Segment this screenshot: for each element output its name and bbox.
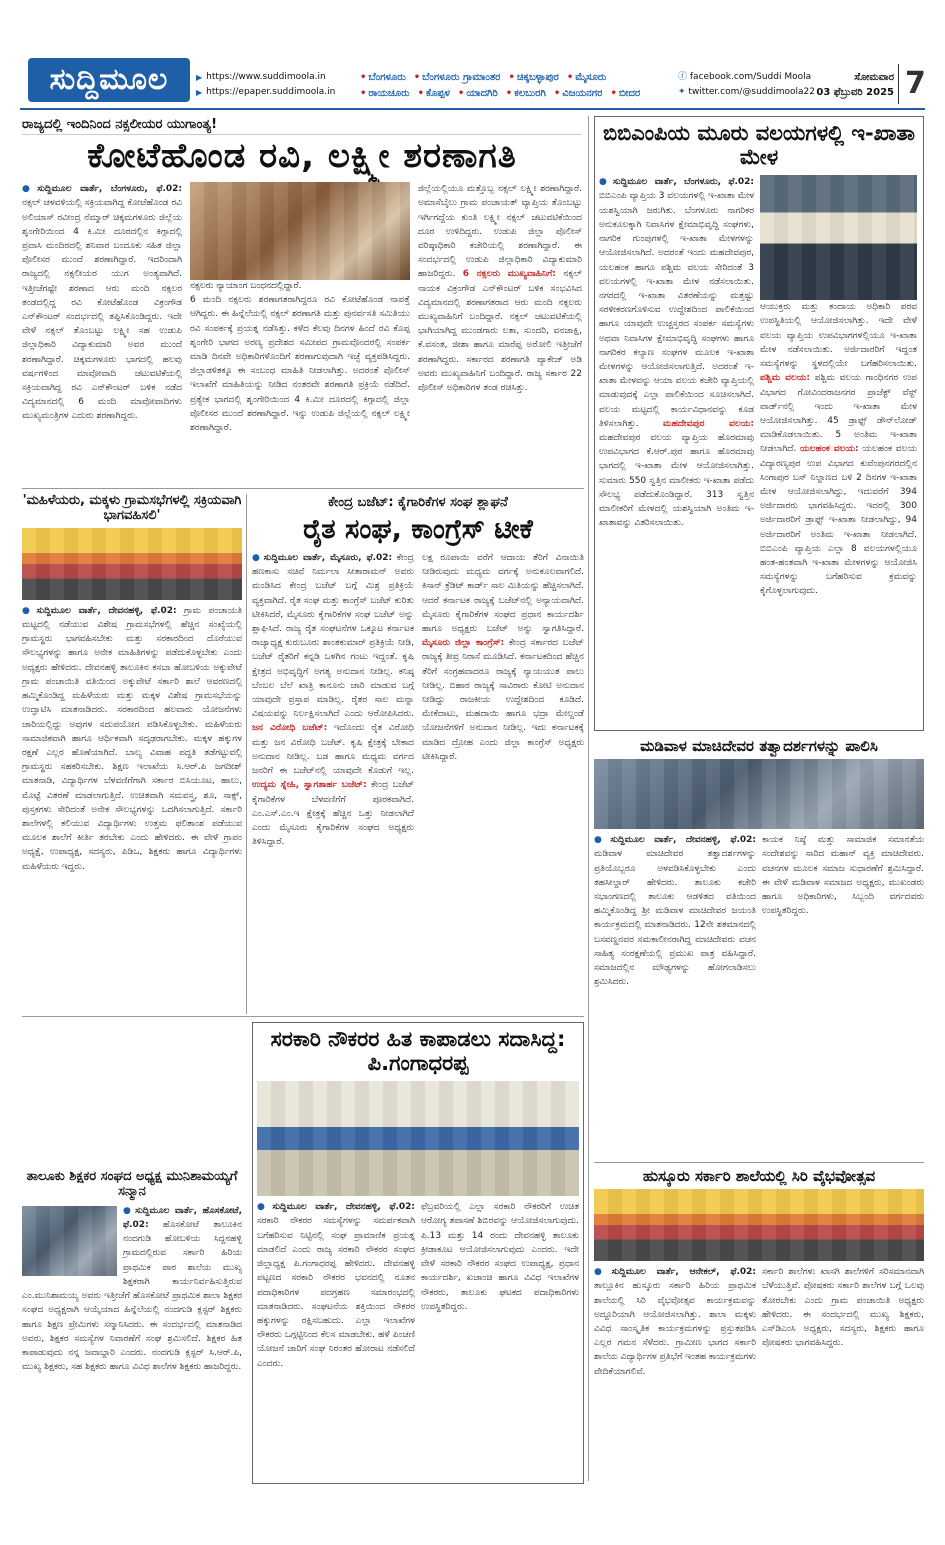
lead-kicker: ರಾಜ್ಯದಲ್ಲಿ ಇಂದಿನಿಂದ ನಕ್ಸಲೀಯರ ಯುಗಾಂತ್ಯ!: [22, 116, 582, 135]
gramasabha-story: [22, 494, 242, 1014]
budget-headline: ರೈತ ಸಂಘ, ಕಾಂಗ್ರೆಸ್ ಟೀಕೆ: [303, 514, 533, 545]
site-links: [196, 70, 335, 100]
teachers-photo: [22, 1206, 117, 1276]
column-divider: [246, 494, 247, 1014]
hoskur-headline: ಹುಸ್ಕೂರು ಸರ್ಕಾರಿ ಶಾಲೆಯಲ್ಲಿ ಸಿರಿ ವೈಭವೋತ್ಸವ: [642, 1168, 876, 1185]
city-editions: [360, 70, 665, 102]
lead-caption: ನಕ್ಸಲರು ನ್ಯಾಯಾಂಗ ಬಂಧನದಲ್ಲಿದ್ದಾರೆ.: [190, 281, 302, 292]
lead-photo: [190, 182, 410, 280]
issue-date-text: 03 ಫೆಬ್ರುವರಿ 2025: [816, 87, 894, 98]
issue-date: [812, 70, 894, 100]
city-edition-link[interactable]: • ಬೆಂಗಳೂರು ಗ್ರಾಮಾಂತರ: [414, 70, 501, 86]
masthead-rule: [20, 108, 925, 110]
madivala-photo: [594, 759, 924, 829]
column-divider: [588, 116, 589, 1481]
masthead: [0, 0, 945, 112]
teachers-story: [22, 1170, 242, 1484]
city-edition-link[interactable]: • ಕಲಬುರಗಿ: [506, 86, 546, 102]
lead-col2: 6 ಮಂದಿ ನಕ್ಸಲರು ಶರಣಾಗತರಾಗಿದ್ದರೂ ರವಿ ಕೋಟೆಹೊಂಡ ನಾಪತ್ತೆ ಆಗಿದ್ದರು. ಈ ಹಿನ್ನೆಲೆಯಲ್ಲಿ ನಕ್ಸಲ್ ಶರಣಾಗತಿ ಮತ್ತು ಪುನರ್ವಸತಿ ಸಮಿತಿಯು ರವಿ ಸಂಪರ್ಕಕ್ಕೆ ಪ್ರಯತ್ನ ನಡೆಸಿತ್ತು. ಕಳೆದ ಕೆಲವು ದಿನಗಳ ಹಿಂದೆ ರವಿ ಕೊಪ್ಪ ಶೃಂಗೇರಿ ಭಾಗದ ಅರಣ್ಯ ಪ್ರದೇಶದ ಸಮೀಪದ ಗ್ರಾಮವೊಂದರಲ್ಲಿ ಸಂಪರ್ಕ ಮಾಡಿ ದಿನವೇ ಅಧಿಕಾರಿಗಳೊಂದಿಗೆ ಶರಣಾಗುವುದಾಗಿ ಇಚ್ಛೆ ವ್ಯಕ್ತಪಡಿಸಿದ್ದರು. ಜಿಲ್ಲಾಡಳಿತಕ್ಕೂ ಈ ಸಂಬಂಧ ಮಾಹಿತಿ ನೀಡಲಾಗಿತ್ತು. ಅದರಂತೆ ಪೊಲೀಸ್ ಇಲಾಖೆಗೆ ಮಾಹಿತಿಯನ್ನು ನೀಡಿದ ನಂತರವೇ ಶರಣಾಗತಿ ಪ್ರಕ್ರಿಯೆ ನಡೆದಿದೆ. ಪ್ರತ್ಯೇಕ ಭಾಗದಲ್ಲಿ ಶೃಂಗೇರಿಯಿಂದ 4 ಕಿ.ಮೀ ದೂರದಲ್ಲಿ ಕಿಗ್ಗಾದಲ್ಲಿ ಜಿಲ್ಲಾ ಪೊಲೀಸರ ಮುಂದೆ ಶರಣಾಗಿದ್ದಾರೆ. ಇನ್ನು ಉಡುಪಿ ಜಿಲ್ಲೆಯಲ್ಲಿ ನಕ್ಸಲ್ ಲಕ್ಷ್ಮೀ ಶರಣಾಗಿದ್ದಾರೆ.: [190, 295, 410, 433]
lead-col3: ಜಿಲ್ಲೆಯಲ್ಲಿಯೂ ಮತ್ತೊಬ್ಬ ನಕ್ಸಲ್ ಲಕ್ಷ್ಮೀ ಶರಣಾಗಿದ್ದಾರೆ. ಅಮಾಸೆಬೈಲು ಗ್ರಾಮ ಪಂಚಾಯತ್ ವ್ಯಾಪ್ತಿಯ ತೊಂಬಟ್ಟು ಇರ್ಗಿಗದ್ದೆಯ ಕುಂತಿ ಲಕ್ಷ್ಮೀ ನಕ್ಸಲ್ ಚಟುವಟಿಕೆಯಿಂದ ದೂರ ಉಳಿದಿದ್ದರು. ಉಡುಪಿ ಜಿಲ್ಲಾ ಪೊಲೀಸ್ ವರಿಷ್ಠಾಧಿಕಾರಿ ಕಚೇರಿಯಲ್ಲಿ ಶರಣಾಗಿದ್ದಾರೆ. ಈ ಸಂದರ್ಭದಲ್ಲಿ ಉಡುಪಿ ಜಿಲ್ಲಾಧಿಕಾರಿ ವಿದ್ಯಾಕುಮಾರಿ ಹಾಜರಿದ್ದರು. 6 ನಕ್ಸಲರು ಮುಖ್ಯವಾಹಿನಿಗೆ: ನಕ್ಸಲ್ ನಾಯಕ ವಿಕ್ರಂಗೌಡ ಎನ್‌ಕೌಂಟರ್ ಬಳಿಕ ಸಂಭವಿಸಿದ ವಿದ್ಯಮಾನದಲ್ಲಿ ಶರಣಾಗತರಾದ ಆರು ಮಂದಿ ನಕ್ಸಲರು ಮುಖ್ಯವಾಹಿನಿಗೆ ಬಂದಿದ್ದಾರೆ. ನಕ್ಸಲ್ ಚಟುವಟಿಕೆಯಲ್ಲಿ ಭಾಗಿಯಾಗಿದ್ದ ಮುಂಡಗಾರು ಲತಾ, ಸುಂದರಿ, ವನಜಾಕ್ಷಿ, ಕೆ.ವಸಂತ, ಜೀಶಾ ಹಾಗೂ ಮಾರೆಪ್ಪ ಅರೋಲಿ ಇತ್ತೀಚೆಗೆ ಶರಣಾಗಿದ್ದರು. ಸರ್ಕಾರದ ಶರಣಾಗತಿ ಪ್ಯಾಕೇಜ್ ಅಡಿ ಅವರು ಮುಖ್ಯವಾಹಿನಿಗೆ ಬಂದಿದ್ದಾರೆ. ರಾಜ್ಯ ಸರ್ಕಾರ 22 ಪೊಲೀಸ್ ಅಧಿಕಾರಿಗಳ ತಂಡ ರಚಿಸಿತ್ತು.: [418, 184, 582, 393]
twitter-link[interactable]: twitter.com/@suddimoola22: [688, 87, 815, 97]
newspaper-logo: ಸುದ್ದಿಮೂಲ: [28, 58, 190, 102]
bbmp-col1: ● ಸುದ್ದಿಮೂಲ ವಾರ್ತೆ, ಬೆಂಗಳೂರು, ಫೆ.02: ಬಿಬಿಎಂಪಿ ವ್ಯಾಪ್ತಿಯ 3 ವಲಯಗಳಲ್ಲಿ ಇ-ಖಾತಾ ಮೇಳ ಯಶಸ್ವಿಯಾಗಿ ಜರುಗಿತು. ಬೆಂಗಳೂರು ನಾಗರಿಕರ ಅನುಕೂಲಕ್ಕಾಗಿ ನಿವಾಸಿಗಳ ಕ್ಷೇಮಾಭಿವೃದ್ಧಿ ಸಂಘಗಳು, ನಾಗರಿಕ ಗುಂಪುಗಳಲ್ಲಿ ಇ-ಖಾತಾ ಮೇಳಗಳನ್ನು ಆಯೋಜಿಸಲಾಗಿದೆ. ಅದರಂತೆ ಇಂದು ಮಹದೇವಪುರ, ಯಲಹಂಕ ಹಾಗೂ ಪಶ್ಚಿಮ ವಲಯ ಸೇರಿದಂತೆ 3 ವಲಯಗಳಲ್ಲಿ ಇ-ಖಾತಾ ಮೇಳ ನಡೆಸಲಾಯಿತು. ನಗರದಲ್ಲಿ ಇ-ಖಾತಾ ವಿತರಣೆಯನ್ನು ಮತ್ತಷ್ಟು ಸರಳೀಕರಣಗೊಳಿಸುವ ಉದ್ದೇಶದಿಂದ ಪಾಲಿಕೆಯಿಂದ ಹಾಗೂ ಯಾವುದೇ ಉಚ್ಚಸ್ತರದ ಸಂಪರ್ಕ ಸಮಸ್ಯೆಗಳು ಅಥವಾ ನಿವಾಸಿಗಳ ಕ್ಷೇಮಾಭಿವೃದ್ಧಿ ಸಂಘಗಳು ಹಾಗೂ ನಾಗರಿಕರ ಕಲ್ಯಾಣ ಸಂಘಗಳ ಮೂಲಕ ಇ-ಖಾತಾ ಮೇಳಗಳನ್ನು ಆಯೋಜಿಸಲಾಗುತ್ತಿದೆ. ಅದರಂತೆ ಇ-ಖಾತಾ ಮೇಳವನ್ನು ಆಯಾ ವಲಯ ಕಚೇರಿ ವ್ಯಾಪ್ತಿಯಲ್ಲಿ ಮಾಡುವುದಕ್ಕೆ ಎಲ್ಲಾ ಪಾಲಿಕೆಯಿಂದ ಸೂಚಿಸಲಾಗಿದೆ. ವಲಯ ಮಟ್ಟದಲ್ಲಿ ಕಾರ್ಯವಿಧಾನವನ್ನು ಕೂಡ ತಿಳಿಸಲಾಗಿತ್ತು. ಮಹದೇವಪುರ ವಲಯ: ಮಹದೇವಪುರ ವಲಯ ವ್ಯಾಪ್ತಿಯ ಹೊರಮಾವು ಉಪವಿಭಾಗದ ಕೆ.ಆರ್.ಪುರ ಹಾಗೂ ಹೊರಮಾವು ಭಾಗದಲ್ಲಿ ಇ-ಖಾತಾ ಮೇಳ ಆಯೋಜಿಸಲಾಗಿತ್ತು. ಸುಮಾರು 550 ಸ್ವತ್ತಿನ ಮಾಲೀಕರು ಇ-ಖಾತಾ ಪಡೆದು ಸೌಲಭ್ಯ ಪಡೆದುಕೊಂಡಿದ್ದಾರೆ. 313 ಸ್ವತ್ತಿನ ಮಾಲೀಕರಿಗೆ ಮೇಳದಲ್ಲಿ ಯಶಸ್ವಿಯಾಗಿ ಅಂತಿಮ ಇ-ಖಾತಾವನ್ನು ವಿತರಿಸಲಾಯಿತು.: [599, 175, 754, 598]
city-edition-link[interactable]: • ಬೀದರ: [610, 86, 640, 102]
hoskur-story: [594, 1168, 924, 1484]
issue-day: ಸೋಮವಾರ: [854, 72, 894, 83]
arrow-icon: ▶: [196, 73, 203, 82]
bbmp-headline: ಬಿಬಿಎಂಪಿಯ ಮೂರು ವಲಯಗಳಲ್ಲಿ ಇ-ಖಾತಾ ಮೇಳ: [603, 121, 915, 170]
madivala-headline: ಮಡಿವಾಳ ಮಾಚಿದೇವರ ತತ್ವಾದರ್ಶಗಳನ್ನು ಪಾಲಿಸಿ: [640, 738, 878, 755]
social-links: [678, 70, 815, 100]
city-edition-link[interactable]: • ರಾಯಚೂರು: [360, 86, 410, 102]
employees-story: [252, 1022, 584, 1484]
madivala-col1: ● ಸುದ್ದಿಮೂಲ ವಾರ್ತೆ, ದೇವನಹಳ್ಳಿ, ಫೆ.02: ಮಡಿವಾಳ ಮಾಚಿದೇವರ ತತ್ವಾದರ್ಶಗಳನ್ನು ಪ್ರತಿಯೊಬ್ಬರೂ ಅಳವಡಿಸಿಕೊಳ್ಳಬೇಕು ಎಂದು ತಹಸೀಲ್ದಾರ್ ಹೇಳಿದರು. ತಾಲೂಕು ಕಚೇರಿ ಸಭಾಂಗಣದಲ್ಲಿ ತಾಲೂಕು ಆಡಳಿತದ ವತಿಯಿಂದ ಹಮ್ಮಿಕೊಂಡಿದ್ದ ಶ್ರೀ ಮಡಿವಾಳ ಮಾಚಿದೇವರ ಜಯಂತಿ ಕಾರ್ಯಕ್ರಮದಲ್ಲಿ ಮಾತನಾಡಿದರು. 12ನೇ ಶತಮಾನದಲ್ಲಿ ಬಸವಣ್ಣನವರ ಸಮಕಾಲೀನರಾಗಿದ್ದ ಮಾಚಿದೇವರು ವಚನ ಸಾಹಿತ್ಯ ಸಂರಕ್ಷಣೆಯಲ್ಲಿ ಪ್ರಮುಖ ಪಾತ್ರ ವಹಿಸಿದ್ದಾರೆ. ಸಮಾಜದಲ್ಲಿನ ಮೌಢ್ಯಗಳನ್ನು ಹೋಗಲಾಡಿಸಲು ಶ್ರಮಿಸಿದರು.: [594, 833, 756, 989]
city-edition-link[interactable]: • ಬೆಂಗಳೂರು: [360, 70, 406, 86]
bbmp-story: [594, 116, 924, 731]
bbmp-photo: [760, 175, 917, 300]
lead-col1: ● ಸುದ್ದಿಮೂಲ ವಾರ್ತೆ, ಬೆಂಗಳೂರು, ಫೆ.02: ನಕ್ಸಲ್ ಚಳವಳಿಯಲ್ಲಿ ಸಕ್ರಿಯವಾಗಿದ್ದ ಕೋಟೆಹೊಂಡ ರವಿ ಅಲಿಯಾಸ್ ರವೀಂದ್ರ ನೆಮ್ಮಾರ್ ಚಿಕ್ಕಮಗಳೂರು ಜಿಲ್ಲೆಯ ಶೃಂಗೇರಿಯಿಂದ 4 ಕಿ.ಮೀ ದೂರದಲ್ಲಿನ ಕಿಗ್ಗಾದಲ್ಲಿ ಪ್ರವಾಸಿ ಮಂದಿರದಲ್ಲಿ ಶನಿವಾರ ಬಂದೂಕು ಸಹಿತ ಜಿಲ್ಲಾ ಪೊಲೀಸರ ಮುಂದೆ ಶರಣಾಗಿದ್ದಾರೆ. ಇದರಿಂದಾಗಿ ರಾಜ್ಯದಲ್ಲಿ ನಕ್ಸಲೀಯರ ಯುಗ ಅಂತ್ಯವಾಗಿದೆ. ಇತ್ತೀಚೆಗಷ್ಟೇ ಶರಣಾದ ಆರು ಮಂದಿ ನಕ್ಸಲರ ತಂಡದಲ್ಲಿದ್ದ ರವಿ ಕೋಟೆಹೊಂಡ ವಿಕ್ರಂಗೌಡ ಎನ್‌ಕೌಂಟರ್ ಸಂದರ್ಭದಲ್ಲಿ ತಪ್ಪಿಸಿಕೊಂಡಿದ್ದರು. ಇದೇ ವೇಳೆ ನಕ್ಸಲ್ ತೊಂಬಟ್ಟು ಲಕ್ಷ್ಮೀ ಸಹ ಉಡುಪಿ ಜಿಲ್ಲಾಧಿಕಾರಿ ವಿದ್ಯಾಕುಮಾರಿ ಅವರ ಮುಂದೆ ಶರಣಾಗಿದ್ದಾರೆ. ಚಿಕ್ಕಮಗಳೂರು ಭಾಗದಲ್ಲಿ ಹಲವು ವರ್ಷಗಳಿಂದ ಮಾವೋವಾದಿ ಚಟುವಟಿಕೆಯಲ್ಲಿ ಸಕ್ರಿಯವಾಗಿದ್ದ ರವಿ ಎನ್‌ಕೌಂಟರ್ ಬಳಿಕ ನಡೆದ ವಿದ್ಯಮಾನದಲ್ಲಿ 6 ಮಂದಿ ಮಾವೋವಾದಿಗಳು ಮುಖ್ಯಮಂತ್ರಿಗಳ ಎದುರು ಶರಣಾಗಿದ್ದರು.: [22, 182, 182, 435]
website-link[interactable]: https://www.suddimoola.in: [206, 72, 326, 82]
budget-kicker: ಕೇಂದ್ರ ಬಜೆಟ್: ಕೈಗಾರಿಕೆಗಳ ಸಂಘ ಶ್ಲಾಘನೆ: [328, 495, 508, 510]
city-edition-link[interactable]: • ಕೊಪ್ಪಳ: [418, 86, 450, 102]
epaper-link[interactable]: https://epaper.suddimoola.in: [206, 87, 336, 97]
employees-col2: ಫೆಬ್ರವರಿಯಲ್ಲಿ ಎಲ್ಲಾ ಸರಕಾರಿ ನೌಕರರಿಗೆ ಉಚಿತ ಆರೋಗ್ಯ ತಪಾಸಣೆ ಶಿಬಿರವನ್ನು ಆಯೋಜಿಸಲಾಗುವುದು. ಪಿ.13 ಮತ್ತು 14 ರಂದು ದೇವನಹಳ್ಳಿ ತಾಲೂಕು ಕ್ರೀಡಾಕೂಟ ಆಯೋಜಿಸಲಾಗುವುದು ಎಂದರು. ಇದೇ ವೇಳೆ ಸರಕಾರಿ ನೌಕರರ ಸಂಘದ ಉಪಾಧ್ಯಕ್ಷ, ಪ್ರಧಾನ ಕಾರ್ಯದರ್ಶಿ, ಖಜಾಂಚಿ ಹಾಗೂ ವಿವಿಧ ಇಲಾಖೆಗಳ ನೌಕರರು, ತಾಲೂಕು ಘಟಕದ ಪದಾಧಿಕಾರಿಗಳು ಉಪಸ್ಥಿತರಿದ್ದರು.: [421, 1202, 579, 1312]
employees-headline: ಸರಕಾರಿ ನೌಕರರ ಹಿತ ಕಾಪಾಡಲು ಸದಾಸಿದ್ದ: ಪಿ.ಗಂಗಾಧರಪ್ಪ: [270, 1027, 566, 1076]
hoskur-photo: [594, 1189, 924, 1261]
city-edition-link[interactable]: • ಮೈಸೂರು: [567, 70, 607, 86]
row-divider: [22, 488, 584, 489]
arrow-icon: ▶: [196, 88, 203, 97]
madivala-story: [594, 738, 924, 1158]
gramasabha-photo: [22, 528, 242, 600]
teachers-headline: ತಾಲೂಕು ಶಿಕ್ಷಕರ ಸಂಘದ ಅಧ್ಯಕ್ಷ ಮುನಿಶಾಮಯ್ಯಗೆ ಸನ್ಮಾನ: [26, 1170, 238, 1199]
facebook-icon: ⓕ: [678, 72, 688, 82]
madivala-col2: ಕಾಯಕ ನಿಷ್ಠೆ ಮತ್ತು ಸಾಮಾಜಿಕ ಸಮಾನತೆಯ ಸಂದೇಶವನ್ನು ಸಾರಿದ ಮಹಾನ್ ವ್ಯಕ್ತಿ ಮಾಚಿದೇವರು. ವಚನಗಳ ಮೂಲಕ ಸಮಾಜ ಸುಧಾರಣೆಗೆ ಶ್ರಮಿಸಿದ್ದಾರೆ. ಈ ವೇಳೆ ಮಡಿವಾಳ ಸಮಾಜದ ಅಧ್ಯಕ್ಷರು, ಮುಖಂಡರು ಹಾಗೂ ಅಧಿಕಾರಿಗಳು, ಸಿಬ್ಬಂದಿ ವರ್ಗದವರು ಉಪಸ್ಥಿತರಿದ್ದರು.: [762, 835, 924, 917]
employees-photo: [257, 1081, 579, 1196]
teachers-body: ● ಸುದ್ದಿಮೂಲ ವಾರ್ತೆ, ಹೊಸಕೋಟೆ, ಫೆ.02: ಹೊಸಕೋಟೆ ತಾಲೂಕಿನ ನಂದಗುಡಿ ಹೋಬಳಿಯ ಸಿದ್ದನಹಳ್ಳಿ ಗ್ರಾಮದಲ್ಲಿರುವ ಸರ್ಕಾರಿ ಹಿರಿಯ ಪ್ರಾಥಮಿಕ ಪಾಠ ಶಾಲೆಯ ಮುಖ್ಯ ಶಿಕ್ಷಕರಾಗಿ ಕಾರ್ಯನಿರ್ವಹಿಸುತ್ತಿರುವ ಎಂ.ಮುನಿಶಾಮಯ್ಯ ಅವರು ಇತ್ತೀಚೆಗೆ ಹೊಸಕೋಟೆ ಪ್ರಾಥಮಿಕ ಶಾಲಾ ಶಿಕ್ಷಕರ ಸಂಘದ ಅಧ್ಯಕ್ಷರಾಗಿ ಆಯ್ಕೆಯಾದ ಹಿನ್ನೆಲೆಯಲ್ಲಿ ನಂದಗುಡಿ ಕ್ಲಸ್ಟರ್ ಶಿಕ್ಷಕರು ಹಾಗೂ ಶಿಕ್ಷಣ ಪ್ರೇಮಿಗಳು ಸನ್ಮಾನಿಸಿದರು. ಈ ಸಂದರ್ಭದಲ್ಲಿ ಮಾತನಾಡಿದ ಅವರು, ಶಿಕ್ಷಕರ ಸಮಸ್ಯೆಗಳ ನಿವಾರಣೆಗೆ ಸಂಘ ಶ್ರಮಿಸಲಿದೆ. ಶಿಕ್ಷಕರ ಹಿತ ಕಾಪಾಡುವುದು ನನ್ನ ಜವಾಬ್ದಾರಿ ಎಂದರು. ನಂದಗುಡಿ ಕ್ಲಸ್ಟರ್ ಸಿ.ಆರ್.ಪಿ, ಮುಖ್ಯ ಶಿಕ್ಷಕರು, ಸಹ ಶಿಕ್ಷಕರು ಹಾಗೂ ವಿವಿಧ ಶಾಲೆಗಳ ಶಿಕ್ಷಕರು ಹಾಜರಿದ್ದರು.: [22, 1204, 242, 1374]
twitter-icon: ✦: [678, 87, 686, 97]
hoskur-col1: ● ಸುದ್ದಿಮೂಲ ವಾರ್ತೆ, ಆನೇಕಲ್, ಫೆ.02: ತಾಲ್ಲೂಕಿನ ಹುಸ್ಕೂರು ಸರ್ಕಾರಿ ಹಿರಿಯ ಪ್ರಾಥಮಿಕ ಶಾಲೆಯಲ್ಲಿ ಸಿರಿ ವೈಭವೋತ್ಸವ ಕಾರ್ಯಕ್ರಮವನ್ನು ಅದ್ದೂರಿಯಾಗಿ ಆಯೋಜಿಸಲಾಗಿತ್ತು. ಶಾಲಾ ಮಕ್ಕಳು ವಿವಿಧ ಸಾಂಸ್ಕೃತಿಕ ಕಾರ್ಯಕ್ರಮಗಳನ್ನು ಪ್ರಸ್ತುತಪಡಿಸಿ ಎಲ್ಲರ ಗಮನ ಸೆಳೆದರು. ಗ್ರಾಮೀಣ ಭಾಗದ ಸರ್ಕಾರಿ ಶಾಲೆಯ ವಿದ್ಯಾರ್ಥಿಗಳ ಪ್ರತಿಭೆಗೆ ಇಂತಹ ಕಾರ್ಯಕ್ರಮಗಳು ವೇದಿಕೆಯಾಗಲಿವೆ.: [594, 1265, 756, 1379]
employees-col1: ● ಸುದ್ದಿಮೂಲ ವಾರ್ತೆ, ದೇವನಹಳ್ಳಿ, ಫೆ.02: ಸರಕಾರಿ ನೌಕರರ ಸಮಸ್ಯೆಗಳನ್ನು ಸಮರ್ಪಕವಾಗಿ ಬಗೆಹರಿಸುವ ನಿಟ್ಟಿನಲ್ಲಿ ಸಂಘ ಪ್ರಾಮಾಣಿಕ ಪ್ರಯತ್ನ ಮಾಡಲಿದೆ ಎಂದು ರಾಜ್ಯ ಸರಕಾರಿ ನೌಕರರ ಸಂಘದ ಜಿಲ್ಲಾಧ್ಯಕ್ಷ ಪಿ.ಗಂಗಾಧರಪ್ಪ ಹೇಳಿದರು. ದೇವನಹಳ್ಳಿ ಪಟ್ಟಣದ ಸರಕಾರಿ ನೌಕರರ ಭವನದಲ್ಲಿ ನೂತನ ಪದಾಧಿಕಾರಿಗಳ ಪದಗ್ರಹಣ ಸಮಾರಂಭದಲ್ಲಿ ಮಾತನಾಡಿದರು. ಸಂಘಟನೆಯ ಶಕ್ತಿಯಿಂದ ನೌಕರರ ಹಕ್ಕುಗಳನ್ನು ರಕ್ಷಿಸಬಹುದು. ಎಲ್ಲಾ ಇಲಾಖೆಗಳ ನೌಕರರು ಒಗ್ಗಟ್ಟಿನಿಂದ ಕೆಲಸ ಮಾಡಬೇಕು. ಹಳೆ ಪಿಂಚಣಿ ಯೋಜನೆ ಜಾರಿಗೆ ಸಂಘ ನಿರಂತರ ಹೋರಾಟ ನಡೆಸಲಿದೆ ಎಂದರು.: [257, 1200, 415, 1370]
lead-story: [22, 116, 582, 486]
lead-headline: ಕೋಟೆಹೊಂಡ ರವಿ, ಲಕ್ಷ್ಮೀ ಶರಣಾಗತಿ: [87, 136, 517, 176]
hoskur-col2: ಸರ್ಕಾರಿ ಶಾಲೆಗಳು ಖಾಸಗಿ ಶಾಲೆಗಳಿಗೆ ಸರಿಸಮಾನವಾಗಿ ಬೆಳೆಯುತ್ತಿವೆ. ಪೋಷಕರು ಸರ್ಕಾರಿ ಶಾಲೆಗಳ ಬಗ್ಗೆ ಒಲವು ತೋರಬೇಕು ಎಂದು ಗ್ರಾಮ ಪಂಚಾಯಿತಿ ಅಧ್ಯಕ್ಷರು ಹೇಳಿದರು. ಈ ಸಂದರ್ಭದಲ್ಲಿ ಮುಖ್ಯ ಶಿಕ್ಷಕರು, ಎಸ್‌ಡಿಎಂಸಿ ಅಧ್ಯಕ್ಷರು, ಸದಸ್ಯರು, ಶಿಕ್ಷಕರು ಹಾಗೂ ಪೋಷಕರು ಭಾಗವಹಿಸಿದ್ದರು.: [762, 1267, 924, 1349]
row-divider: [22, 1016, 584, 1017]
budget-col1: ● ಸುದ್ದಿಮೂಲ ವಾರ್ತೆ, ಮೈಸೂರು, ಫೆ.02: ಕೇಂದ್ರ ಹಣಕಾಸು ಸಚಿವೆ ನಿರ್ಮಲಾ ಸೀತಾರಾಮನ್ ಅವರು ಮಂಡಿಸಿದ ಕೇಂದ್ರ ಬಜೆಟ್ ಬಗ್ಗೆ ಮಿಶ್ರ ಪ್ರತಿಕ್ರಿಯೆ ವ್ಯಕ್ತವಾಗಿದೆ. ರೈತ ಸಂಘ ಮತ್ತು ಕಾಂಗ್ರೆಸ್ ಬಜೆಟ್ ಕುರಿತು ಟೀಕಿಸಿದರೆ, ಮೈಸೂರು ಕೈಗಾರಿಕೆಗಳ ಸಂಘ ಬಜೆಟ್ ಅನ್ನು ಶ್ಲಾಘಿಸಿದೆ. ರಾಜ್ಯ ರೈತ ಸಂಘಟನೆಗಳ ಒಕ್ಕೂಟ ಕರ್ನಾಟಕ ರಾಜ್ಯಾಧ್ಯಕ್ಷ ಕುರುಬೂರು ಶಾಂತಕುಮಾರ್ ಪ್ರತಿಕ್ರಿಯೆ ನೀಡಿ, ಬಜೆಟ್ ರೈತರಿಗೆ ಕನ್ನಡಿ ಒಳಗಿನ ಗಂಟು ಇದ್ದಂತೆ. ಕೃಷಿ ಕ್ಷೇತ್ರದ ಅಭಿವೃದ್ಧಿಗೆ ಅಗತ್ಯ ಅನುದಾನ ನೀಡಿಲ್ಲ. ಕನಿಷ್ಠ ಬೆಂಬಲ ಬೆಲೆ ಖಾತ್ರಿ ಕಾನೂನು ಜಾರಿ ಮಾಡುವ ಬಗ್ಗೆ ಯಾವುದೇ ಪ್ರಸ್ತಾಪ ಮಾಡಿಲ್ಲ. ರೈತರ ಸಾಲ ಮನ್ನಾ ವಿಷಯವನ್ನು ನಿರ್ಲಕ್ಷಿಸಲಾಗಿದೆ ಎಂದು ಆರೋಪಿಸಿದರು. ಜನ ವಿರೋಧಿ ಬಜೆಟ್: ಇದೊಂದು ರೈತ ವಿರೋಧಿ ಮತ್ತು ಜನ ವಿರೋಧಿ ಬಜೆಟ್. ಕೃಷಿ ಕ್ಷೇತ್ರಕ್ಕೆ ಬೇಕಾದ ಅನುದಾನ ನೀಡಿಲ್ಲ. ಬಡ ಹಾಗೂ ಮಧ್ಯಮ ವರ್ಗದ ಜನರಿಗೆ ಈ ಬಜೆಟ್‌ನಲ್ಲಿ ಯಾವುದೇ ಕೊಡುಗೆ ಇಲ್ಲ. ಉದ್ಯಮ ಸ್ನೇಹಿ, ಸ್ವಾಗತಾರ್ಹ ಬಜೆಟ್: ಕೇಂದ್ರ ಬಜೆಟ್ ಕೈಗಾರಿಕೆಗಳ ಬೆಳವಣಿಗೆಗೆ ಪೂರಕವಾಗಿದೆ. ಎಂ.ಎಸ್.ಎಂ.ಇ ಕ್ಷೇತ್ರಕ್ಕೆ ಹೆಚ್ಚಿನ ಒತ್ತು ನೀಡಲಾಗಿದೆ ಎಂದು ಮೈಸೂರು ಕೈಗಾರಿಕೆಗಳ ಸಂಘದ ಅಧ್ಯಕ್ಷರು ತಿಳಿಸಿದ್ದಾರೆ.: [252, 551, 414, 849]
row-divider: [594, 1162, 924, 1163]
budget-story: [252, 494, 584, 1014]
gramasabha-body: ● ಸುದ್ದಿಮೂಲ ವಾರ್ತೆ, ದೇವನಹಳ್ಳಿ, ಫೆ.02: ಗ್ರಾಮ ಪಂಚಾಯತಿ ಮಟ್ಟದಲ್ಲಿ ನಡೆಯುವ ವಿಶೇಷ ಗ್ರಾಮಸಭೆಗಳಲ್ಲಿ ಹೆಚ್ಚಿನ ಸಂಖ್ಯೆಯಲ್ಲಿ ಗ್ರಾಮಸ್ಥರು ಭಾಗವಹಿಸಬೇಕು ಮತ್ತು ಸರಕಾರದಿಂದ ದೊರೆಯುವ ಸೌಲಭ್ಯಗಳನ್ನು ಹಾಗೂ ಅನೇಕ ಮಾಹಿತಿಗಳನ್ನು ಪಡೆದುಕೊಳ್ಳಬೇಕು ಎಂದು ಅಧ್ಯಕ್ಷರು ಹೇಳಿದರು. ದೇವನಹಳ್ಳಿ ತಾಲೂಕಿನ ಕಸಬಾ ಹೋಬಳಿಯ ಅಕ್ಕುಪೇಟೆ ಗ್ರಾಮ ಪಂಚಾಯಿತಿ ವತಿಯಿಂದ ಅಕ್ಕುಪೇಟೆ ಸರ್ಕಾರಿ ಶಾಲೆ ಆವರಣದಲ್ಲಿ ಹಮ್ಮಿಕೊಂಡಿದ್ದ ಮಹಿಳೆಯರು ಮತ್ತು ಮಕ್ಕಳ ವಿಶೇಷ ಗ್ರಾಮಸಭೆಯನ್ನು ಉದ್ಘಾಟಿಸಿ ಮಾತನಾಡಿದರು. ಸರಕಾರದಿಂದ ಹಲವಾರು ಯೋಜನೆಗಳು ಜಾರಿಯಲ್ಲಿದ್ದು ಅವುಗಳ ಸದುಪಯೋಗ ಪಡಿಸಿಕೊಳ್ಳಬೇಕು. ಮಹಿಳೆಯರು ಸಾಮಾಜಿಕವಾಗಿ ಹಾಗೂ ಆರ್ಥಿಕವಾಗಿ ಸದೃಢರಾಗಬೇಕು. ಮಕ್ಕಳ ಹಕ್ಕುಗಳ ರಕ್ಷಣೆ ಎಲ್ಲರ ಹೊಣೆಯಾಗಿದೆ. ಬಾಲ್ಯ ವಿವಾಹ ಪದ್ಧತಿ ತಡೆಗಟ್ಟುವಲ್ಲಿ ಗ್ರಾಮಸ್ಥರು ಸಹಕರಿಸಬೇಕು. ಶಿಕ್ಷಣ ಇಲಾಖೆಯ ಸಿ.ಆರ್.ಪಿ ಜಗದೀಶ್ ಮಾತನಾಡಿ, ವಿದ್ಯಾರ್ಥಿಗಳ ಬೆಳವಣಿಗೆಗಾಗಿ ಸರ್ಕಾರ ಬಿಸಿಯೂಟ, ಹಾಲು, ಮೊಟ್ಟೆ ವಿತರಣೆ ಮಾಡಲಾಗುತ್ತಿದೆ. ಉಚಿತವಾಗಿ ಸಮವಸ್ತ್ರ, ಶೂ, ಸಾಕ್ಸ್, ಪುಸ್ತಕಗಳು ಸೇರಿದಂತೆ ಅನೇಕ ಸೌಲಭ್ಯಗಳನ್ನು ಒದಗಿಸಲಾಗುತ್ತಿದೆ. ಸರ್ಕಾರಿ ಶಾಲೆಗಳಲ್ಲಿ ಕಲಿಯುವ ವಿದ್ಯಾರ್ಥಿಗಳು ಉತ್ತಮ ಫಲಿತಾಂಶ ಪಡೆಯುವ ಮೂಲಕ ಶಾಲೆಗೆ ಕೀರ್ತಿ ತರಬೇಕು ಎಂದು ಹೇಳಿದರು. ಈ ವೇಳೆ ಗ್ರಾಪಂ ಅಧ್ಯಕ್ಷೆ, ಉಪಾಧ್ಯಕ್ಷ, ಸದಸ್ಯರು, ಪಿಡಿಒ, ಶಿಕ್ಷಕರು ಹಾಗೂ ವಿದ್ಯಾರ್ಥಿಗಳು ಮಹಿಳೆಯರು ಇದ್ದರು.: [22, 604, 242, 874]
facebook-link[interactable]: facebook.com/Suddi Moola: [689, 72, 812, 82]
city-edition-link[interactable]: • ವಿಜಯನಗರ: [554, 86, 603, 102]
city-edition-link[interactable]: • ಚಿಕ್ಕಬಳ್ಳಾಪುರ: [508, 70, 558, 86]
city-edition-link[interactable]: • ಯಾದಗಿರಿ: [458, 86, 498, 102]
page-number: 7: [898, 64, 926, 104]
budget-col2: ಲಕ್ಷ ರೂಪಾಯಿ ವರೆಗೆ ಆದಾಯ ತೆರಿಗೆ ವಿನಾಯಿತಿ ನೀಡಿರುವುದು ಮಧ್ಯಮ ವರ್ಗಕ್ಕೆ ಅನುಕೂಲವಾಗಲಿದೆ. ಕಿಸಾನ್ ಕ್ರೆಡಿಟ್ ಕಾರ್ಡ್ ಸಾಲ ಮಿತಿಯನ್ನು ಹೆಚ್ಚಿಸಲಾಗಿದೆ. ಆದರೆ ಕರ್ನಾಟಕ ರಾಜ್ಯಕ್ಕೆ ಬಜೆಟ್‌ನಲ್ಲಿ ಅನ್ಯಾಯವಾಗಿದೆ. ಮೈಸೂರು ಕೈಗಾರಿಕೆಗಳ ಸಂಘದ ಪ್ರಧಾನ ಕಾರ್ಯದರ್ಶಿ ಹಾಗೂ ಅಧ್ಯಕ್ಷರು ಬಜೆಟ್ ಅನ್ನು ಸ್ವಾಗತಿಸಿದ್ದಾರೆ. ಮೈಸೂರು ಜಿಲ್ಲಾ ಕಾಂಗ್ರೆಸ್: ಕೇಂದ್ರ ಸರ್ಕಾರದ ಬಜೆಟ್ ರಾಜ್ಯಕ್ಕೆ ತೀವ್ರ ನಿರಾಸೆ ಮೂಡಿಸಿದೆ. ಕರ್ನಾಟಕದಿಂದ ಹೆಚ್ಚಿನ ತೆರಿಗೆ ಸಂಗ್ರಹವಾದರೂ ರಾಜ್ಯಕ್ಕೆ ನ್ಯಾಯಯುತ ಪಾಲು ನೀಡಿಲ್ಲ. ಬಿಹಾರ ರಾಜ್ಯಕ್ಕೆ ಸಾವಿರಾರು ಕೋಟಿ ಅನುದಾನ ನೀಡಿದ್ದು ರಾಜಕೀಯ ಉದ್ದೇಶದಿಂದ ಕೂಡಿದೆ. ಮೇಕೆದಾಟು, ಮಹದಾಯಿ ಹಾಗೂ ಭದ್ರಾ ಮೇಲ್ದಂಡೆ ಯೋಜನೆಗಳಿಗೆ ಅನುದಾನ ನೀಡಿಲ್ಲ. ಇದು ಕರ್ನಾಟಕಕ್ಕೆ ಮಾಡಿದ ದ್ರೋಹ ಎಂದು ಜಿಲ್ಲಾ ಕಾಂಗ್ರೆಸ್ ಅಧ್ಯಕ್ಷರು ಟೀಕಿಸಿದ್ದಾರೆ.: [422, 553, 584, 762]
bbmp-col2: ಆಯುಕ್ತರು ಮತ್ತು ಕಂದಾಯ ಅಧಿಕಾರಿ ಪರವ ಉಪಸ್ಥಿತಿಯಲ್ಲಿ ಆಯೋಜಿಸಲಾಗಿತ್ತು. ಇದೇ ವೇಳೆ ವಲಯ ವ್ಯಾಪ್ತಿಯ ಉಪವಿಭಾಗಗಳಲ್ಲಿಯೂ ಇ-ಖಾತಾ ಮೇಳ ನಡೆಸಲಾಯಿತು. ಅರ್ಜಿದಾರರಿಗೆ ಇದ್ದಂತ ಸಮಸ್ಯೆಗಳನ್ನು ಸ್ಥಳದಲ್ಲಿಯೇ ಬಗೆಹರಿಸಲಾಯಿತು. ಪಶ್ಚಿಮ ವಲಯ: ಪಶ್ಚಿಮ ವಲಯ ಗಾಂಧಿನಗರ ಉಪ ವಿಭಾಗದ ಗೋವಿಂದರಾಜನಗರ ಪ್ರಾಜೆಕ್ಟ್ ವೆಸ್ಟ್ ವಾರ್ಡ್‌ನಲ್ಲಿ ಇಂದು ಇ-ಖಾತಾ ಮೇಳ ಆಯೋಜಿಸಲಾಗಿತ್ತು. 45 ಡ್ರಾಫ್ಟ್ ಡೌನ್‌ಲೋಡ್ ಮಾಡಿಕೊಡಲಾಯಿತು. 5 ಅಂತಿಮ ಇ-ಖಾತಾ ನೀಡಲಾಗಿದೆ. ಯಲಹಂಕ ವಲಯ: ಯಲಹಂಕ ವಲಯ ವಿದ್ಯಾರಣ್ಯಪುರ ಉಪ ವಿಭಾಗದ ಕುವೆಂಪುನಗರದಲ್ಲಿನ ಸಿಂಗಾಪುರ ಬಸ್ ನಿಲ್ದಾಣದ ಬಳಿ 2 ದಿನಗಳ ಇ-ಖಾತಾ ಮೇಳ ಆಯೋಜಿಸಲಾಗಿದ್ದು, ಇದುವರೆಗೆ 394 ಅರ್ಜಿದಾರರು ಭಾಗವಹಿಸಿದ್ದರು. ಇದರಲ್ಲಿ 300 ಅರ್ಜಿದಾರರಿಗೆ ಡ್ರಾಫ್ಟ್ ಇ-ಖಾತಾ ನೀಡಲಾಗಿದ್ದು, 94 ಅರ್ಜಿದಾರರಿಗೆ ಅಂತಿಮ ಇ-ಖಾತಾ ನೀಡಲಾಗಿದೆ. ಬಿಬಿಎಂಪಿ ವ್ಯಾಪ್ತಿಯ ಎಲ್ಲಾ 8 ವಲಯಗಳಲ್ಲಿಯೂ ಹಂತ-ಹಂತವಾಗಿ ಇ-ಖಾತಾ ಮೇಳಗಳನ್ನು ಆಯೋಜಿಸಿ ಸಮಸ್ಯೆಗಳನ್ನು ಬಗೆಹರಿಸುವ ಕ್ರಮವನ್ನು ಕೈಗೊಳ್ಳಲಾಗುವುದು.: [760, 302, 917, 597]
gramasabha-headline: 'ಮಹಿಳೆಯರು, ಮಕ್ಕಳು ಗ್ರಾಮಸಭೆಗಳಲ್ಲಿ ಸಕ್ರಿಯವಾಗಿ ಭಾಗವಹಿಸಲಿ': [22, 494, 242, 523]
